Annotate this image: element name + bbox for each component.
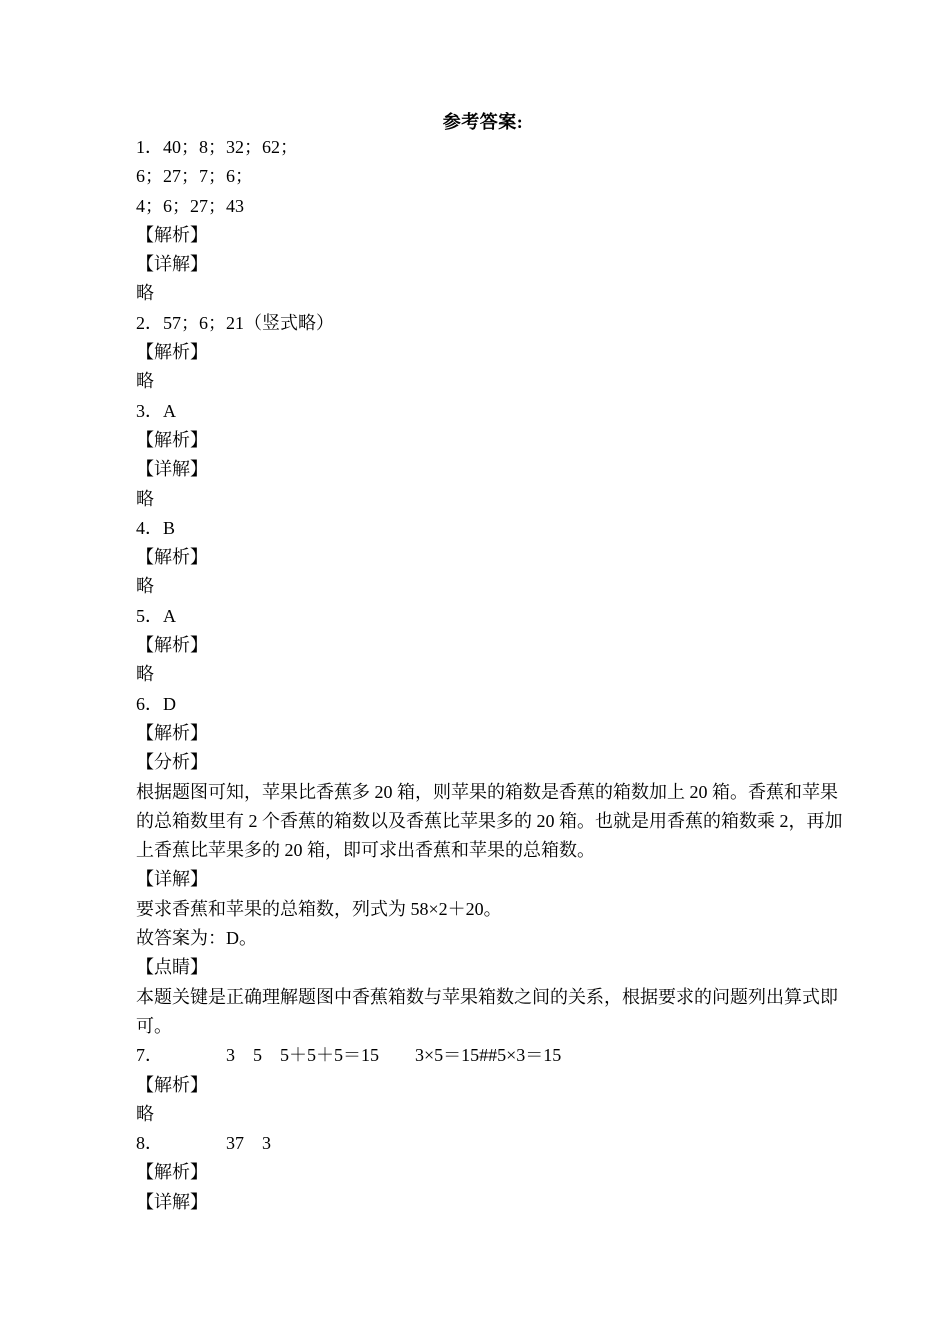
- answer-1-values-row3: 4；6；27；43: [136, 195, 244, 216]
- explanation-text: 上香蕉比苹果多的 20 箱，即可求出香蕉和苹果的总箱数。: [136, 840, 595, 861]
- detail-tag: 【详解】: [136, 869, 208, 890]
- answer-5-value: 5．A: [136, 605, 176, 626]
- page-title: 参考答案:: [442, 112, 524, 132]
- detail-tag: 【详解】: [136, 254, 208, 275]
- keypoint-tag: 【点睛】: [136, 957, 208, 978]
- answer-1-values: 1．40；8；32；62；: [136, 137, 298, 157]
- answer-1-values-row2: 6；27；7；6；: [136, 166, 253, 187]
- analysis-tag: 【解析】: [136, 1074, 208, 1095]
- analysis-tag: 【解析】: [136, 429, 208, 450]
- omitted-text: 略: [136, 1103, 154, 1124]
- answer-2-values: 2．57；6；21（竖式略）: [136, 312, 334, 333]
- detail-solution-text: 要求香蕉和苹果的总箱数，列式为 58×2＋20。: [136, 898, 502, 919]
- explanation-text: 根据题图可知，苹果比香蕉多 20 箱，则苹果的箱数是香蕉的箱数加上 20 箱。香蕉和苹果: [136, 781, 838, 802]
- keypoint-text-cont: 可。: [136, 1015, 172, 1036]
- analysis-section-tag: 【分析】: [136, 752, 208, 773]
- analysis-tag: 【解析】: [136, 722, 208, 743]
- document-body: [136, 133, 842, 1217]
- omitted-text: 略: [136, 371, 154, 392]
- answer-6-value: 6．D: [136, 693, 176, 714]
- omitted-text: 略: [136, 488, 154, 509]
- analysis-tag: 【解析】: [136, 635, 208, 656]
- detail-tag: 【详解】: [136, 1191, 208, 1212]
- omitted-text: 略: [136, 576, 154, 597]
- analysis-tag: 【解析】: [136, 1162, 208, 1183]
- answer-8-values: 8． 37 3: [136, 1133, 271, 1154]
- omitted-text: 略: [136, 283, 154, 304]
- answer-4-value: 4．B: [136, 517, 176, 538]
- keypoint-text: 本题关键是正确理解题图中香蕉箱数与苹果箱数之间的关系，根据要求的问题列出算式即: [136, 986, 838, 1007]
- analysis-tag: 【解析】: [136, 224, 208, 245]
- explanation-text: 的总箱数里有 2 个香蕉的箱数以及香蕉比苹果多的 20 箱。也就是用香蕉的箱数乘 2，再加: [136, 810, 843, 831]
- final-answer-text: 故答案为：D。: [136, 928, 257, 949]
- omitted-text: 略: [136, 664, 154, 685]
- answer-3-value: 3．A: [136, 400, 176, 421]
- analysis-tag: 【解析】: [136, 547, 208, 568]
- analysis-tag: 【解析】: [136, 342, 208, 363]
- detail-tag: 【详解】: [136, 459, 208, 480]
- answer-7-values: 7． 3 5 5＋5＋5＝15 3×5＝15##5×3＝15: [136, 1045, 562, 1066]
